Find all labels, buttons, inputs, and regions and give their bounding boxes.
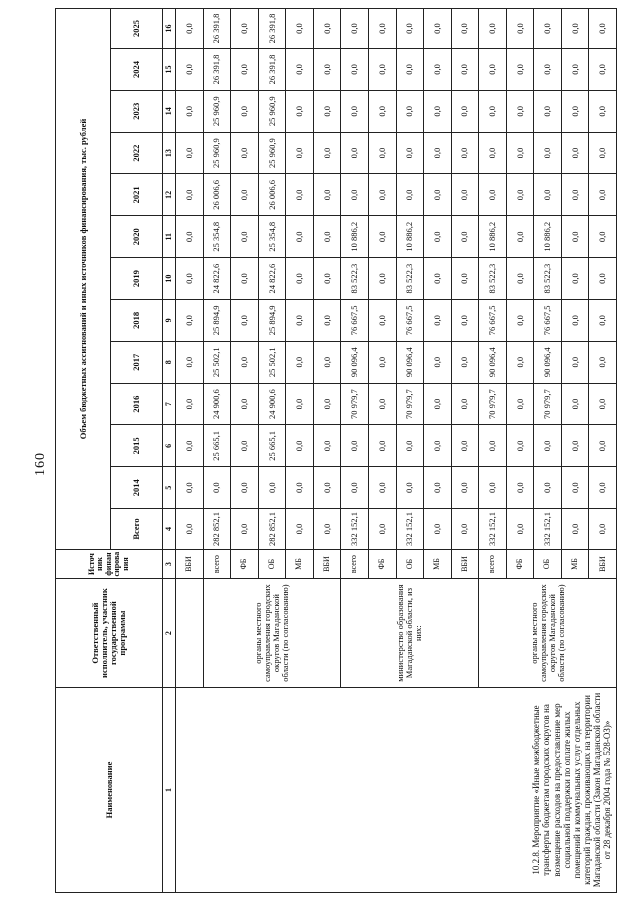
value-cell: 0,0 xyxy=(451,299,479,341)
value-cell: 0,0 xyxy=(424,49,452,91)
value-cell: 70 979,7 xyxy=(534,383,562,425)
value-cell: 0,0 xyxy=(561,341,589,383)
value-cell: 0,0 xyxy=(176,174,204,216)
value-cell: 0,0 xyxy=(561,90,589,132)
value-cell: 0,0 xyxy=(286,467,314,509)
value-cell: 25 960,9 xyxy=(203,132,231,174)
header-year: 2024 xyxy=(111,49,163,91)
value-cell: 0,0 xyxy=(368,341,396,383)
value-cell: 0,0 xyxy=(176,132,204,174)
value-cell: 0,0 xyxy=(589,383,617,425)
value-cell: 0,0 xyxy=(479,174,507,216)
value-cell: 0,0 xyxy=(424,467,452,509)
value-cell: 0,0 xyxy=(313,425,341,467)
table-row xyxy=(176,9,204,893)
financing-table xyxy=(55,8,617,893)
value-cell: 70 979,7 xyxy=(341,383,369,425)
source-cell: ВБИ xyxy=(589,549,617,578)
value-cell: 0,0 xyxy=(231,49,259,91)
source-cell: МБ xyxy=(424,549,452,578)
value-cell: 26 391,8 xyxy=(203,49,231,91)
value-cell: 0,0 xyxy=(313,132,341,174)
source-cell: ВБИ xyxy=(313,549,341,578)
value-cell: 0,0 xyxy=(286,216,314,258)
value-cell: 0,0 xyxy=(561,258,589,300)
value-cell: 25 894,9 xyxy=(258,299,286,341)
value-cell: 0,0 xyxy=(506,216,534,258)
source-cell: всего xyxy=(479,549,507,578)
value-cell: 0,0 xyxy=(286,299,314,341)
value-cell: 0,0 xyxy=(451,509,479,550)
value-cell: 0,0 xyxy=(561,132,589,174)
value-cell: 0,0 xyxy=(561,216,589,258)
header-year: 2018 xyxy=(111,299,163,341)
value-cell: 83 522,3 xyxy=(479,258,507,300)
value-cell: 282 852,1 xyxy=(258,509,286,550)
value-cell: 0,0 xyxy=(368,132,396,174)
value-cell: 0,0 xyxy=(368,174,396,216)
value-cell: 0,0 xyxy=(231,132,259,174)
value-cell: 76 667,5 xyxy=(479,299,507,341)
value-cell: 0,0 xyxy=(506,341,534,383)
source-cell: ВБИ xyxy=(176,549,204,578)
value-cell: 70 979,7 xyxy=(396,383,424,425)
value-cell: 70 979,7 xyxy=(479,383,507,425)
value-cell: 26 006,6 xyxy=(203,174,231,216)
column-number: 15 xyxy=(163,49,176,91)
column-number: 11 xyxy=(163,216,176,258)
value-cell: 0,0 xyxy=(286,509,314,550)
value-cell: 0,0 xyxy=(313,467,341,509)
value-cell: 0,0 xyxy=(368,383,396,425)
column-number: 10 xyxy=(163,258,176,300)
value-cell: 24 822,6 xyxy=(203,258,231,300)
value-cell: 0,0 xyxy=(561,49,589,91)
value-cell: 0,0 xyxy=(396,174,424,216)
value-cell: 0,0 xyxy=(176,467,204,509)
value-cell: 0,0 xyxy=(258,467,286,509)
value-cell: 0,0 xyxy=(368,49,396,91)
value-cell: 0,0 xyxy=(176,216,204,258)
value-cell: 0,0 xyxy=(313,258,341,300)
value-cell: 0,0 xyxy=(231,383,259,425)
value-cell: 0,0 xyxy=(286,132,314,174)
source-cell: ФБ xyxy=(368,549,396,578)
value-cell: 0,0 xyxy=(286,258,314,300)
value-cell: 83 522,3 xyxy=(341,258,369,300)
value-cell: 0,0 xyxy=(506,90,534,132)
header-year: 2019 xyxy=(111,258,163,300)
value-cell: 0,0 xyxy=(506,49,534,91)
value-cell: 90 096,4 xyxy=(341,341,369,383)
value-cell: 0,0 xyxy=(286,341,314,383)
value-cell: 0,0 xyxy=(534,9,562,49)
value-cell: 10 886,2 xyxy=(534,216,562,258)
value-cell: 282 852,1 xyxy=(203,509,231,550)
header-year: 2015 xyxy=(111,425,163,467)
column-number: 13 xyxy=(163,132,176,174)
value-cell: 0,0 xyxy=(451,49,479,91)
value-cell: 0,0 xyxy=(506,425,534,467)
value-cell: 25 960,9 xyxy=(258,132,286,174)
value-cell: 25 502,1 xyxy=(258,341,286,383)
value-cell: 0,0 xyxy=(396,132,424,174)
value-cell: 0,0 xyxy=(451,132,479,174)
executor-cell xyxy=(176,579,204,688)
value-cell: 25 665,1 xyxy=(203,425,231,467)
value-cell: 0,0 xyxy=(368,299,396,341)
header-year: 2025 xyxy=(111,9,163,49)
value-cell: 0,0 xyxy=(231,467,259,509)
source-cell: ОБ xyxy=(396,549,424,578)
value-cell: 10 886,2 xyxy=(479,216,507,258)
value-cell: 0,0 xyxy=(589,90,617,132)
value-cell: 0,0 xyxy=(451,216,479,258)
value-cell: 0,0 xyxy=(424,216,452,258)
column-number: 14 xyxy=(163,90,176,132)
value-cell: 24 900,6 xyxy=(258,383,286,425)
measure-name: 10.2.8. Мероприятие «Иные межбюджетные трансферты бюджетам городских округов на возмещение расходов на предоставление мер социальной поддержки по оплате жилых помещений и коммунальных услуг отдельных категорий граждан, проживающих на территории Магаданской области (Закон Магаданской области от 28 декабря 2004 года № 528-ОЗ)» xyxy=(176,687,617,892)
value-cell: 0,0 xyxy=(506,299,534,341)
column-number: 2 xyxy=(163,579,176,688)
page-number: 160 xyxy=(33,452,48,476)
value-cell: 0,0 xyxy=(424,258,452,300)
value-cell: 0,0 xyxy=(451,341,479,383)
value-cell: 0,0 xyxy=(176,299,204,341)
value-cell: 0,0 xyxy=(176,341,204,383)
value-cell: 0,0 xyxy=(231,174,259,216)
value-cell: 0,0 xyxy=(424,132,452,174)
value-cell: 0,0 xyxy=(589,132,617,174)
source-cell: всего xyxy=(341,549,369,578)
source-cell: МБ xyxy=(286,549,314,578)
header-source: Источник финансирования xyxy=(56,549,163,578)
value-cell: 0,0 xyxy=(451,174,479,216)
source-cell: ФБ xyxy=(231,549,259,578)
value-cell: 25 960,9 xyxy=(258,90,286,132)
value-cell: 0,0 xyxy=(506,258,534,300)
value-cell: 0,0 xyxy=(341,174,369,216)
column-number: 7 xyxy=(163,383,176,425)
value-cell: 332 152,1 xyxy=(534,509,562,550)
value-cell: 0,0 xyxy=(341,90,369,132)
value-cell: 0,0 xyxy=(313,299,341,341)
value-cell: 0,0 xyxy=(534,425,562,467)
header-name: Наименование xyxy=(56,687,163,892)
value-cell: 0,0 xyxy=(341,425,369,467)
value-cell: 0,0 xyxy=(479,9,507,49)
header-year: 2014 xyxy=(111,467,163,509)
value-cell: 0,0 xyxy=(506,509,534,550)
header-year: 2020 xyxy=(111,216,163,258)
value-cell: 10 886,2 xyxy=(396,216,424,258)
value-cell: 0,0 xyxy=(506,132,534,174)
value-cell: 26 391,8 xyxy=(203,9,231,49)
value-cell: 26 391,8 xyxy=(258,9,286,49)
value-cell: 0,0 xyxy=(424,425,452,467)
column-number: 16 xyxy=(163,9,176,49)
value-cell: 0,0 xyxy=(479,49,507,91)
value-cell: 0,0 xyxy=(396,90,424,132)
value-cell: 0,0 xyxy=(313,341,341,383)
value-cell: 0,0 xyxy=(506,9,534,49)
value-cell: 0,0 xyxy=(534,174,562,216)
value-cell: 0,0 xyxy=(534,132,562,174)
column-number: 6 xyxy=(163,425,176,467)
value-cell: 0,0 xyxy=(368,9,396,49)
value-cell: 0,0 xyxy=(534,90,562,132)
value-cell: 0,0 xyxy=(506,383,534,425)
value-cell: 0,0 xyxy=(451,90,479,132)
value-cell: 0,0 xyxy=(368,425,396,467)
value-cell: 0,0 xyxy=(341,132,369,174)
value-cell: 83 522,3 xyxy=(534,258,562,300)
value-cell: 0,0 xyxy=(286,174,314,216)
value-cell: 0,0 xyxy=(368,258,396,300)
value-cell: 0,0 xyxy=(231,90,259,132)
value-cell: 25 960,9 xyxy=(203,90,231,132)
column-number: 8 xyxy=(163,341,176,383)
value-cell: 0,0 xyxy=(286,425,314,467)
value-cell: 0,0 xyxy=(561,383,589,425)
value-cell: 24 822,6 xyxy=(258,258,286,300)
value-cell: 0,0 xyxy=(396,467,424,509)
value-cell: 0,0 xyxy=(479,90,507,132)
value-cell: 0,0 xyxy=(368,90,396,132)
value-cell: 0,0 xyxy=(368,216,396,258)
value-cell: 0,0 xyxy=(368,467,396,509)
value-cell: 0,0 xyxy=(589,9,617,49)
value-cell: 0,0 xyxy=(424,341,452,383)
header-year: 2017 xyxy=(111,341,163,383)
value-cell: 0,0 xyxy=(561,509,589,550)
value-cell: 90 096,4 xyxy=(534,341,562,383)
executor-cell: министерство образования Магаданской области, из них: xyxy=(341,579,479,688)
value-cell: 0,0 xyxy=(506,174,534,216)
value-cell: 0,0 xyxy=(231,341,259,383)
value-cell: 0,0 xyxy=(451,467,479,509)
value-cell: 0,0 xyxy=(341,49,369,91)
header-volume: Объем бюджетных ассигнований и иных источников финансирования, тыс. рублей xyxy=(56,9,111,550)
value-cell: 0,0 xyxy=(589,425,617,467)
value-cell: 0,0 xyxy=(479,425,507,467)
value-cell: 0,0 xyxy=(534,49,562,91)
value-cell: 0,0 xyxy=(313,49,341,91)
value-cell: 0,0 xyxy=(589,174,617,216)
value-cell: 0,0 xyxy=(313,383,341,425)
value-cell: 0,0 xyxy=(341,9,369,49)
value-cell: 0,0 xyxy=(341,467,369,509)
value-cell: 0,0 xyxy=(589,49,617,91)
value-cell: 332 152,1 xyxy=(479,509,507,550)
column-number: 9 xyxy=(163,299,176,341)
value-cell: 0,0 xyxy=(479,132,507,174)
value-cell: 0,0 xyxy=(561,467,589,509)
header-year: 2023 xyxy=(111,90,163,132)
value-cell: 0,0 xyxy=(561,9,589,49)
value-cell: 25 502,1 xyxy=(203,341,231,383)
value-cell: 0,0 xyxy=(176,9,204,49)
value-cell: 0,0 xyxy=(589,509,617,550)
value-cell: 0,0 xyxy=(589,216,617,258)
value-cell: 332 152,1 xyxy=(396,509,424,550)
header-year: 2022 xyxy=(111,132,163,174)
column-number: 12 xyxy=(163,174,176,216)
value-cell: 0,0 xyxy=(589,467,617,509)
header-executor: Ответственный исполнитель, участник государственной программы xyxy=(56,579,163,688)
value-cell: 0,0 xyxy=(396,425,424,467)
value-cell: 0,0 xyxy=(203,467,231,509)
value-cell: 25 665,1 xyxy=(258,425,286,467)
source-cell: ФБ xyxy=(506,549,534,578)
column-number: 3 xyxy=(163,549,176,578)
value-cell: 76 667,5 xyxy=(534,299,562,341)
value-cell: 0,0 xyxy=(589,299,617,341)
value-cell: 0,0 xyxy=(561,174,589,216)
value-cell: 0,0 xyxy=(561,299,589,341)
header-year: 2016 xyxy=(111,383,163,425)
source-cell: МБ xyxy=(561,549,589,578)
value-cell: 0,0 xyxy=(313,90,341,132)
value-cell: 0,0 xyxy=(424,299,452,341)
value-cell: 332 152,1 xyxy=(341,509,369,550)
value-cell: 0,0 xyxy=(176,90,204,132)
value-cell: 0,0 xyxy=(313,509,341,550)
value-cell: 0,0 xyxy=(286,90,314,132)
executor-cell: органы местного самоуправления городских округов Магаданской области (по согласованию) xyxy=(479,579,617,688)
value-cell: 0,0 xyxy=(176,425,204,467)
value-cell: 0,0 xyxy=(231,425,259,467)
value-cell: 0,0 xyxy=(231,258,259,300)
value-cell: 26 006,6 xyxy=(258,174,286,216)
value-cell: 24 900,6 xyxy=(203,383,231,425)
source-cell: ОБ xyxy=(534,549,562,578)
value-cell: 0,0 xyxy=(176,509,204,550)
column-number: 5 xyxy=(163,467,176,509)
executor-cell: органы местного самоуправления городских округов Магаданской области (по согласованию) xyxy=(203,579,341,688)
value-cell: 90 096,4 xyxy=(396,341,424,383)
value-cell: 0,0 xyxy=(286,383,314,425)
value-cell: 83 522,3 xyxy=(396,258,424,300)
value-cell: 0,0 xyxy=(451,425,479,467)
value-cell: 0,0 xyxy=(424,383,452,425)
column-number: 1 xyxy=(163,687,176,892)
value-cell: 0,0 xyxy=(176,258,204,300)
value-cell: 0,0 xyxy=(231,299,259,341)
value-cell: 10 886,2 xyxy=(341,216,369,258)
value-cell: 0,0 xyxy=(479,467,507,509)
value-cell: 0,0 xyxy=(424,9,452,49)
value-cell: 0,0 xyxy=(368,509,396,550)
value-cell: 0,0 xyxy=(424,509,452,550)
value-cell: 0,0 xyxy=(451,9,479,49)
source-cell: ОБ xyxy=(258,549,286,578)
value-cell: 0,0 xyxy=(424,174,452,216)
value-cell: 90 096,4 xyxy=(479,341,507,383)
column-number: 4 xyxy=(163,509,176,550)
value-cell: 25 354,8 xyxy=(203,216,231,258)
value-cell: 0,0 xyxy=(396,9,424,49)
value-cell: 0,0 xyxy=(231,216,259,258)
value-cell: 0,0 xyxy=(589,341,617,383)
value-cell: 0,0 xyxy=(396,49,424,91)
value-cell: 0,0 xyxy=(506,467,534,509)
value-cell: 0,0 xyxy=(231,9,259,49)
value-cell: 0,0 xyxy=(176,383,204,425)
value-cell: 25 894,9 xyxy=(203,299,231,341)
header-year: 2021 xyxy=(111,174,163,216)
value-cell: 0,0 xyxy=(534,467,562,509)
value-cell: 0,0 xyxy=(424,90,452,132)
source-cell: ВБИ xyxy=(451,549,479,578)
value-cell: 26 391,8 xyxy=(258,49,286,91)
value-cell: 0,0 xyxy=(231,509,259,550)
value-cell: 0,0 xyxy=(313,174,341,216)
value-cell: 0,0 xyxy=(313,9,341,49)
value-cell: 25 354,8 xyxy=(258,216,286,258)
source-cell: всего xyxy=(203,549,231,578)
value-cell: 0,0 xyxy=(451,258,479,300)
value-cell: 0,0 xyxy=(451,383,479,425)
value-cell: 76 667,5 xyxy=(341,299,369,341)
value-cell: 0,0 xyxy=(561,425,589,467)
value-cell: 0,0 xyxy=(313,216,341,258)
value-cell: 0,0 xyxy=(286,9,314,49)
value-cell: 0,0 xyxy=(589,258,617,300)
rotated-table-wrapper xyxy=(55,8,617,893)
value-cell: 0,0 xyxy=(286,49,314,91)
header-total: Всего xyxy=(111,509,163,550)
value-cell: 76 667,5 xyxy=(396,299,424,341)
value-cell: 0,0 xyxy=(176,49,204,91)
